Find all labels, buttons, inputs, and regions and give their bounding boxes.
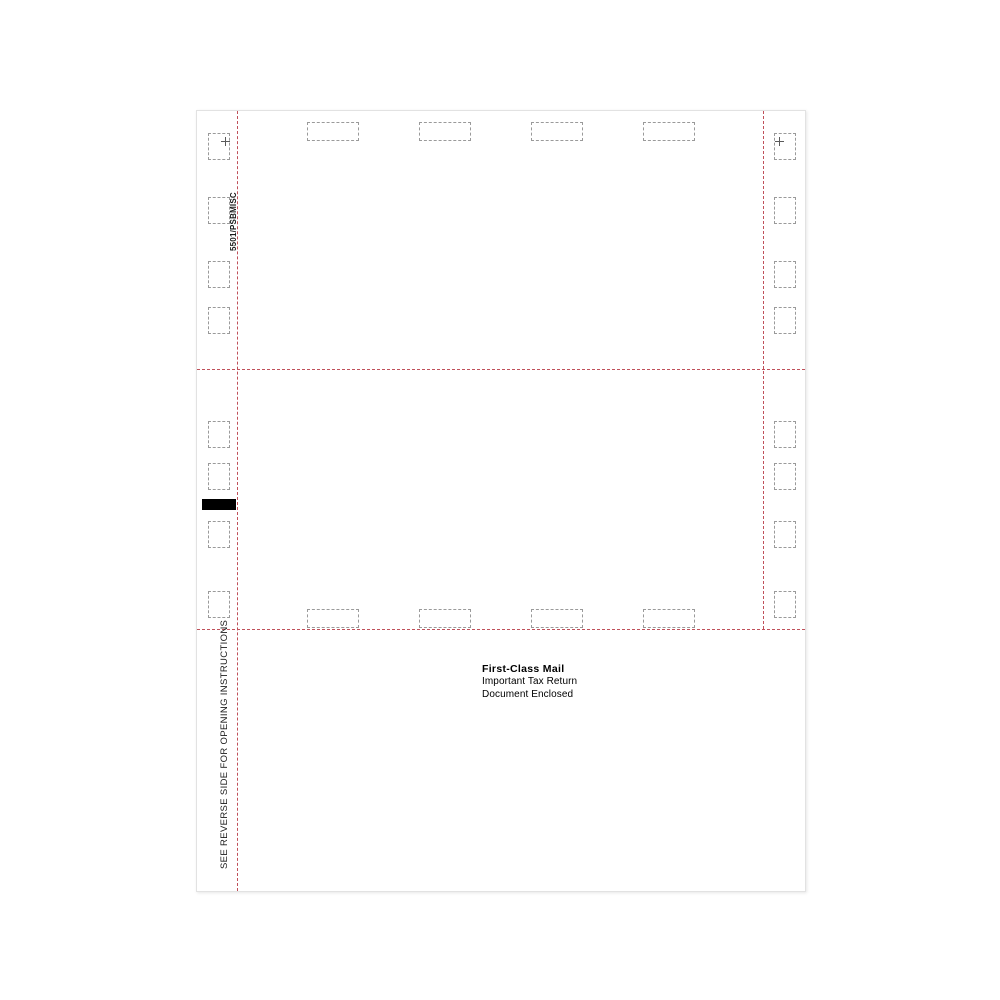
glue-tab xyxy=(307,122,359,141)
mail-notice-line-1: Important Tax Return xyxy=(482,676,578,688)
form-sheet xyxy=(196,110,806,892)
glue-tab xyxy=(208,261,230,288)
glue-tab xyxy=(774,133,796,160)
glue-tab xyxy=(774,591,796,618)
glue-tab xyxy=(774,307,796,334)
glue-tab xyxy=(419,609,471,628)
glue-tab xyxy=(208,463,230,490)
perforation-fold-top xyxy=(197,369,805,370)
glue-tab xyxy=(208,521,230,548)
glue-tab xyxy=(208,591,230,618)
glue-tab xyxy=(208,197,230,224)
glue-tab xyxy=(208,307,230,334)
mailing-indicia-block xyxy=(482,663,577,702)
glue-tab xyxy=(208,421,230,448)
glue-tab xyxy=(774,463,796,490)
glue-tab xyxy=(419,122,471,141)
timing-bar xyxy=(202,499,236,510)
perforation-fold-bottom xyxy=(197,629,805,630)
glue-tab xyxy=(774,521,796,548)
opening-instructions-label: SEE REVERSE SIDE FOR OPENING INSTRUCTIONS xyxy=(219,619,230,869)
glue-tab xyxy=(531,609,583,628)
glue-tab xyxy=(643,609,695,628)
form-code-label: 5501/PSBMISC xyxy=(229,192,238,251)
perforation-right-strip xyxy=(763,111,764,629)
glue-tab xyxy=(531,122,583,141)
glue-tab xyxy=(774,261,796,288)
glue-tab xyxy=(774,197,796,224)
mail-notice-line-2: Document Enclosed xyxy=(482,689,574,701)
glue-tab xyxy=(643,122,695,141)
glue-tab xyxy=(208,133,230,160)
mail-class-label: First-Class Mail xyxy=(482,663,565,675)
glue-tab xyxy=(307,609,359,628)
glue-tab xyxy=(774,421,796,448)
